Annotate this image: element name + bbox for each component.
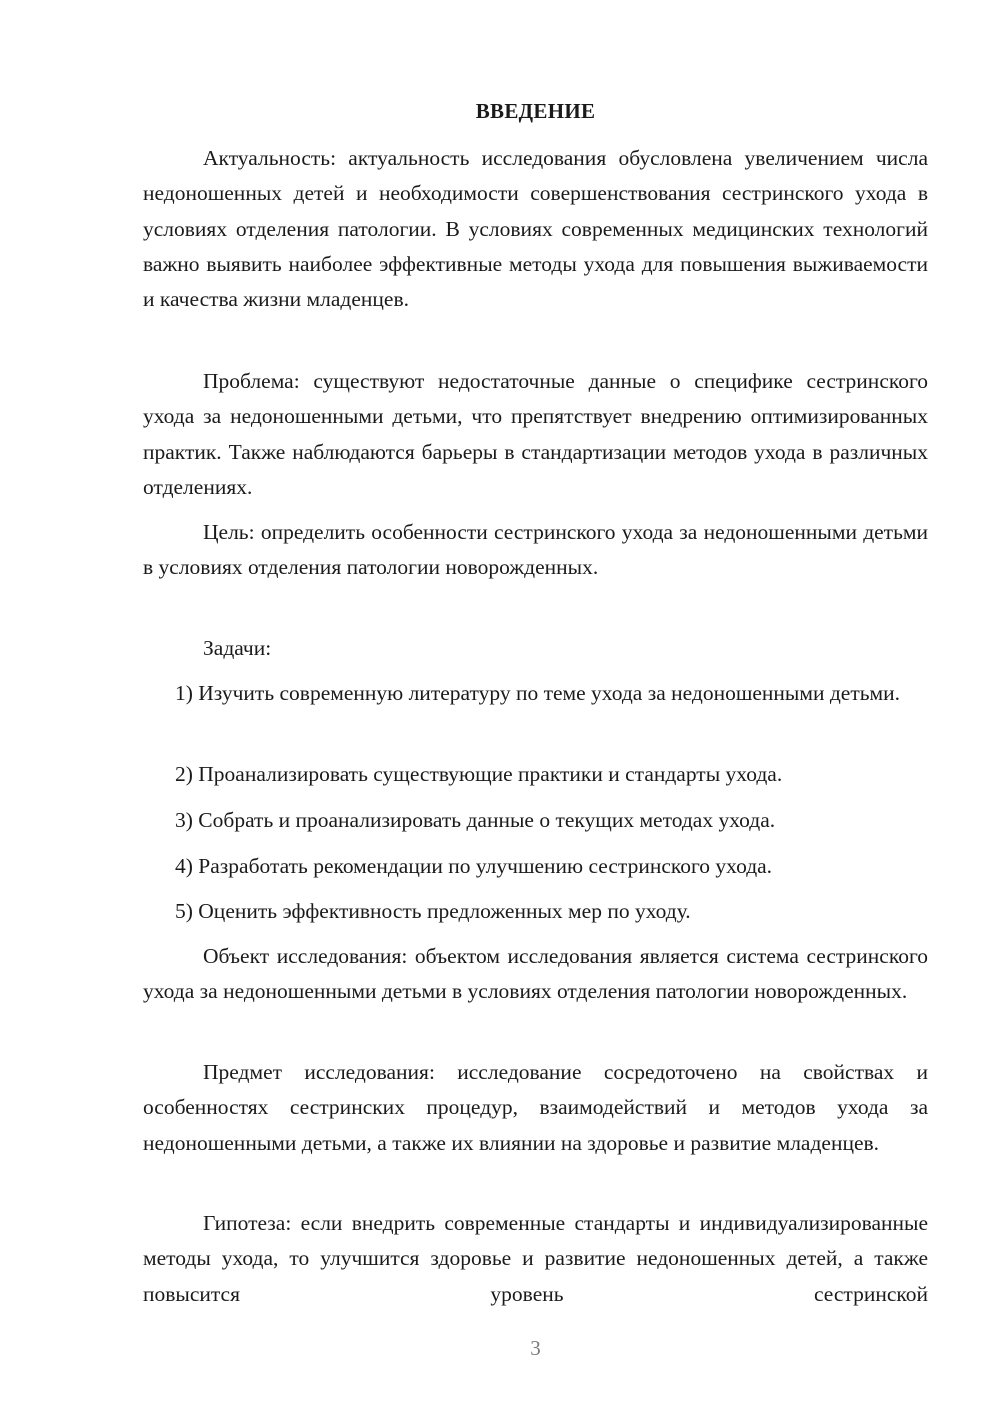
task-item-5: 5) Оценить эффективность предложенных мер по уходу. (175, 899, 691, 923)
paragraph-object: Объект исследования: объектом исследования является система сестринского ухода за недоношенными детьми в условиях отделения патологии новорожденных. (143, 944, 928, 1004)
paragraph-problem: Проблема: существуют недостаточные данные о специфике сестринского ухода за недоношенными детьми, что препятствует внедрению оптимизированных практик. Также наблюдаются барьеры в стандартизации методов ухода в различных отделениях. (143, 369, 928, 499)
section-title: ВВЕДЕНИЕ (475, 99, 596, 123)
paragraph-relevance: Актуальность: актуальность исследования обусловлена увеличением числа недоношенных детей и необходимости совершенствования сестринского ухода в условиях отделения патологии. В условиях современных медицинских технологий важно выявить наиболее эффективные методы ухода для повышения выживаемости и качества жизни младенцев. (143, 146, 928, 312)
paragraph-subject: Предмет исследования: исследование сосредоточено на свойствах и особенностях сестринских процедур, взаимодействий и методов ухода за недоношенными детьми, а также их влиянии на здоровье и развитие младенцев. (143, 1060, 928, 1155)
task-item-3: 3) Собрать и проанализировать данные о текущих методах ухода. (175, 808, 776, 832)
tasks-heading: Задачи: (203, 636, 272, 660)
task-item-1: 1) Изучить современную литературу по теме ухода за недоношенными детьми. (175, 681, 901, 705)
paragraph-hypothesis: Гипотеза: если внедрить современные стандарты и индивидуализированные методы ухода, то улучшится здоровье и развитие недоношенных детей, а также повысится уровень сестринской (143, 1211, 928, 1306)
task-item-4: 4) Разработать рекомендации по улучшению сестринского ухода. (175, 854, 773, 878)
task-item-2: 2) Проанализировать существующие практики и стандарты ухода. (175, 762, 783, 786)
paragraph-goal: Цель: определить особенности сестринского ухода за недоношенными детьми в условиях отделения патологии новорожденных. (143, 520, 928, 580)
document-page (143, 0, 928, 1414)
page-number: 3 (530, 1336, 541, 1360)
